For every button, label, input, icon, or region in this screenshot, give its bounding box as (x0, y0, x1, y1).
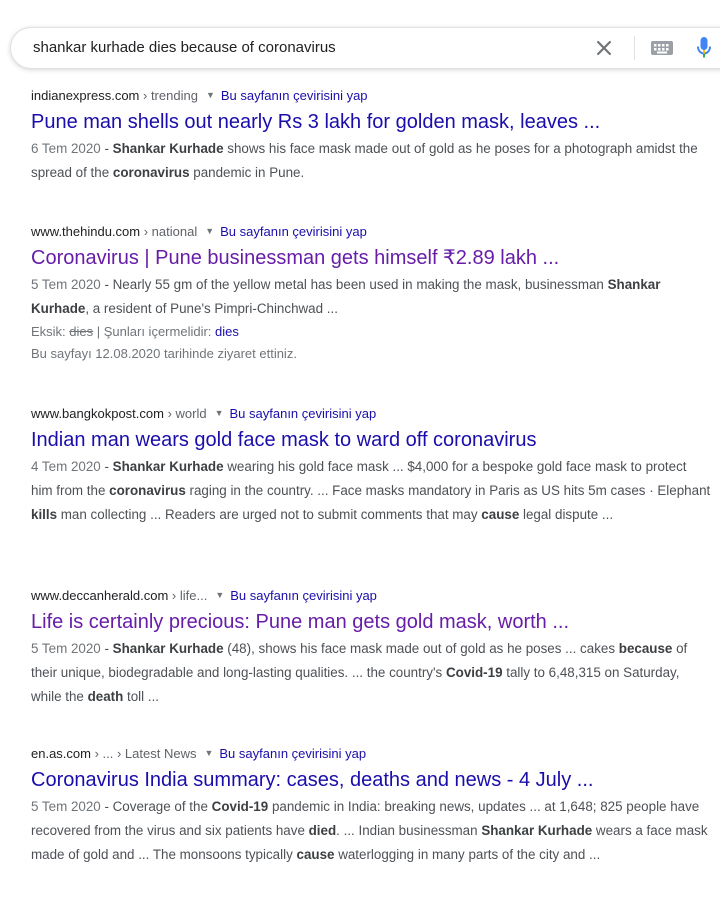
snippet-text: man collecting ... Readers are urged not to submit comments that may (57, 507, 482, 522)
must-include-label: | Şunları içermelidir: (93, 324, 216, 339)
snippet-highlight: coronavirus (112, 165, 190, 180)
snippet-text: raging in the country. ... Face masks mandatory in Paris as US hits 5m cases · Elephant (185, 483, 711, 498)
missing-terms-line (31, 321, 711, 343)
result-breadcrumb: › national (140, 224, 198, 239)
snippet-text: waterlogging in many parts of the city and ... (334, 847, 601, 862)
result-cite (31, 586, 711, 606)
snippet-highlight: Shankar Kurhade (112, 459, 224, 474)
result-date: 6 Tem 2020 (31, 141, 101, 156)
result-breadcrumb: › trending (139, 88, 198, 103)
result-snippet (31, 795, 711, 867)
search-input[interactable]: shankar kurhade dies because of coronavirus (33, 39, 336, 56)
search-divider (634, 36, 635, 60)
result-domain: www.deccanherald.com (31, 588, 169, 603)
result-title-link[interactable]: Coronavirus | Pune businessman gets himself ₹2.89 lakh ... (31, 247, 560, 269)
translate-link[interactable]: Bu sayfanın çevirisini yap (220, 224, 367, 239)
triangle-down-icon[interactable]: ▼ (214, 408, 224, 418)
result-cite (31, 86, 711, 106)
result-snippet (31, 455, 711, 527)
translate-link[interactable]: Bu sayfanın çevirisini yap (230, 588, 377, 603)
snippet-highlight: kills (31, 507, 58, 522)
result-cite (31, 744, 711, 764)
mic-icon[interactable] (695, 35, 713, 61)
missing-label: Eksik: (31, 324, 70, 339)
missing-term: dies (69, 324, 94, 339)
triangle-down-icon[interactable]: ▼ (205, 90, 215, 100)
keyboard-icon[interactable] (649, 37, 675, 59)
result-title-link[interactable]: Pune man shells out nearly Rs 3 lakh for golden mask, leaves ... (31, 111, 601, 133)
result-title-link[interactable]: Life is certainly precious: Pune man gets gold mask, worth ... (31, 611, 570, 633)
result-snippet (31, 273, 711, 321)
snippet-highlight: Shankar Kurhade (481, 823, 593, 838)
snippet-text: legal dispute ... (519, 507, 614, 522)
snippet-highlight: Shankar Kurhade (31, 277, 661, 316)
snippet-text: toll ... (123, 689, 160, 704)
close-icon[interactable] (591, 35, 617, 61)
snippet-text: of their unique, biodegradable and long-lasting qualities. ... the country's (31, 641, 688, 680)
date-separator: - (100, 459, 113, 474)
snippet-text: wearing his gold face mask ... $4,000 for a bespoke gold face mask to protect him from the (31, 459, 687, 498)
search-result (31, 222, 711, 365)
snippet-highlight: because (618, 641, 673, 656)
result-date: 5 Tem 2020 (31, 799, 101, 814)
date-separator: - (100, 141, 113, 156)
search-result (31, 744, 711, 867)
translate-link[interactable]: Bu sayfanın çevirisini yap (229, 406, 377, 421)
search-result (31, 404, 711, 527)
triangle-down-icon[interactable]: ▼ (204, 748, 214, 758)
snippet-highlight: cause (481, 507, 520, 522)
snippet-text: . ... Indian businessman (336, 823, 482, 838)
search-box[interactable] (10, 27, 720, 69)
snippet-text: tally to 6,48,315 on Saturday, while the (31, 665, 680, 704)
triangle-down-icon[interactable]: ▼ (215, 590, 225, 600)
snippet-text: pandemic in Pune. (189, 165, 305, 180)
snippet-highlight: coronavirus (109, 483, 186, 498)
snippet-highlight: cause (296, 847, 335, 862)
snippet-highlight: death (87, 689, 124, 704)
result-date: 5 Tem 2020 (31, 641, 101, 656)
snippet-text: Nearly 55 gm of the yellow metal has been used in making the mask, businessman (112, 277, 608, 292)
result-domain: www.bangkokpost.com (31, 406, 164, 421)
snippet-highlight: Covid-19 (445, 665, 503, 680)
result-date: 4 Tem 2020 (31, 459, 101, 474)
result-cite (31, 404, 711, 424)
result-title-link[interactable]: Indian man wears gold face mask to ward off coronavirus (31, 429, 537, 451)
must-include-link[interactable]: dies (215, 324, 239, 339)
result-domain: indianexpress.com (31, 88, 140, 103)
result-breadcrumb: › life... (168, 588, 208, 603)
result-domain: en.as.com (31, 746, 91, 761)
date-separator: - (100, 641, 113, 656)
visited-note: Bu sayfayı 12.08.2020 tarihinde ziyaret ettiniz. (31, 346, 297, 361)
snippet-text: shows his face mask made out of gold as he poses for a photograph amidst the spread of the (31, 141, 698, 180)
snippet-highlight: Shankar Kurhade (112, 641, 224, 656)
snippet-highlight: Covid-19 (211, 799, 269, 814)
date-separator: - (100, 799, 113, 814)
result-breadcrumb: › world (163, 406, 207, 421)
result-breadcrumb: › ... › Latest News (90, 746, 197, 761)
search-result (31, 86, 711, 185)
result-date: 5 Tem 2020 (31, 277, 101, 292)
result-snippet (31, 637, 711, 709)
result-title-link[interactable]: Coronavirus India summary: cases, deaths and news - 4 July ... (31, 769, 594, 791)
snippet-text: pandemic in India: breaking news, updates ... at 1,648; 825 people have recovered from the virus and six patients have (31, 799, 700, 838)
translate-link[interactable]: Bu sayfanın çevirisini yap (219, 746, 367, 761)
snippet-text: , a resident of Pune's Pimpri-Chinchwad ... (85, 301, 338, 316)
result-domain: www.thehindu.com (31, 224, 141, 239)
search-result (31, 586, 711, 709)
snippet-text: wears a face mask made of gold and ... The monsoons typically (31, 823, 708, 862)
triangle-down-icon[interactable]: ▼ (205, 226, 215, 236)
result-snippet (31, 137, 711, 185)
snippet-text: Coverage of the (112, 799, 212, 814)
result-cite (31, 222, 711, 242)
snippet-highlight: Shankar Kurhade (112, 141, 224, 156)
snippet-text: (48), shows his face mask made out of gold as he poses ... cakes (223, 641, 619, 656)
translate-link[interactable]: Bu sayfanın çevirisini yap (220, 88, 368, 103)
snippet-highlight: died (308, 823, 337, 838)
date-separator: - (100, 277, 113, 292)
